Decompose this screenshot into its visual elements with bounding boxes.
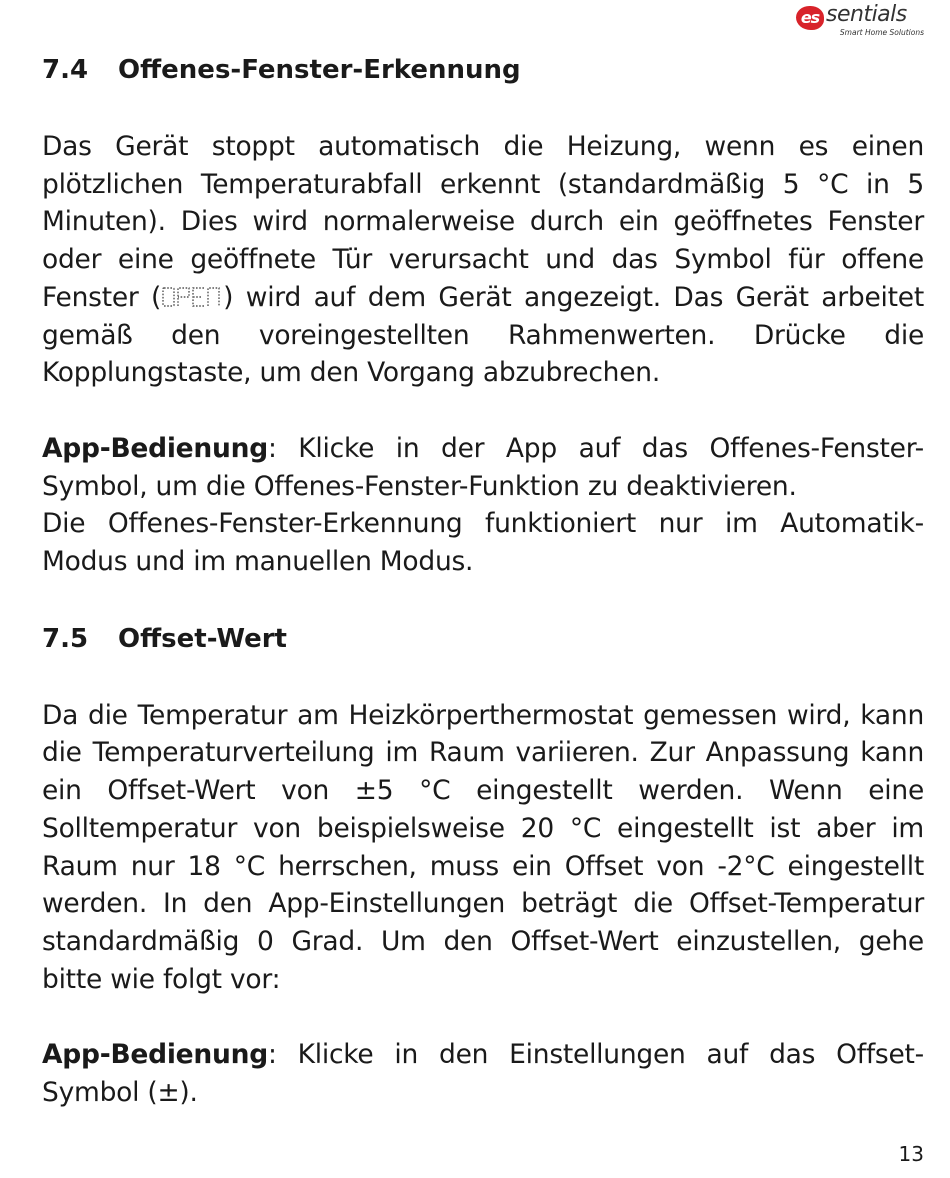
paragraph-app-operation-7-4 <box>42 430 924 505</box>
paragraph-offset-value: Da die Temperatur am Heizkörperthermostat gemessen wird, kann die Temperaturverteilung im Raum variieren. Zur Anpassung kann ein Offset-Wert von ±5 °C eingestellt werden. Wenn eine Solltemperatur von beispielsweise 20 °C eingestellt ist aber im Raum nur 18 °C herrschen, muss ein Offset von -2°C eingestellt werden. In den App-Einstellungen beträgt die Offset-Temperatur standardmäßig 0 Grad. Um den Offset-Wert einzustellen, gehe bitte wie folgt vor: <box>42 699 924 995</box>
logo-tagline: Smart Home Solutions <box>839 28 924 37</box>
paragraph-window-detection <box>42 128 924 392</box>
section-title: Offset-Wert <box>118 623 287 654</box>
paragraph-text: ) wird auf dem Gerät angezeigt. Das Gerät arbeitet gemäß den voreingestellten Rahmenwerten. Drücke die Kopplungstaste, um den Vorgang abzubrechen. <box>42 281 924 389</box>
paragraph-app-operation-7-5 <box>42 1036 924 1111</box>
section-number: 7.5 <box>42 623 89 654</box>
section-heading-7-4 <box>42 50 924 90</box>
page-content <box>42 50 924 1112</box>
logo-badge: es <box>796 6 824 30</box>
open-window-icon <box>161 285 223 309</box>
section-heading-7-5 <box>42 619 924 659</box>
app-operation-text: : Klicke in den Einstellungen auf das Offset-Symbol (±). <box>42 1039 924 1109</box>
app-operation-label: App-Bedienung <box>42 1039 268 1071</box>
section-number: 7.4 <box>42 55 89 85</box>
section-title: Offenes-Fenster-Erkennung <box>118 55 521 85</box>
logo-wordmark: sentials <box>826 2 907 27</box>
app-operation-text: : Klicke in der App auf das Offenes-Fenster-Symbol, um die Offenes-Fenster-Funktion zu deaktivieren. <box>42 432 924 502</box>
paragraph-text: Das Gerät stoppt automatisch die Heizung, wenn es einen plötzlichen Temperaturabfall erkennt (standardmäßig 5 °C in 5 Minuten). Dies wird normalerweise durch ein geöffnetes Fenster oder eine geöffnete Tür verursacht und das Symbol für offene Fenster ( <box>42 131 924 313</box>
brand-logo <box>796 4 924 38</box>
paragraph-mode-note: Die Offenes-Fenster-Erkennung funktioniert nur im Automatik-Modus und im manuellen Modus. <box>42 508 924 578</box>
page-number: 13 <box>898 1142 924 1166</box>
app-operation-label: App-Bedienung <box>42 432 268 464</box>
